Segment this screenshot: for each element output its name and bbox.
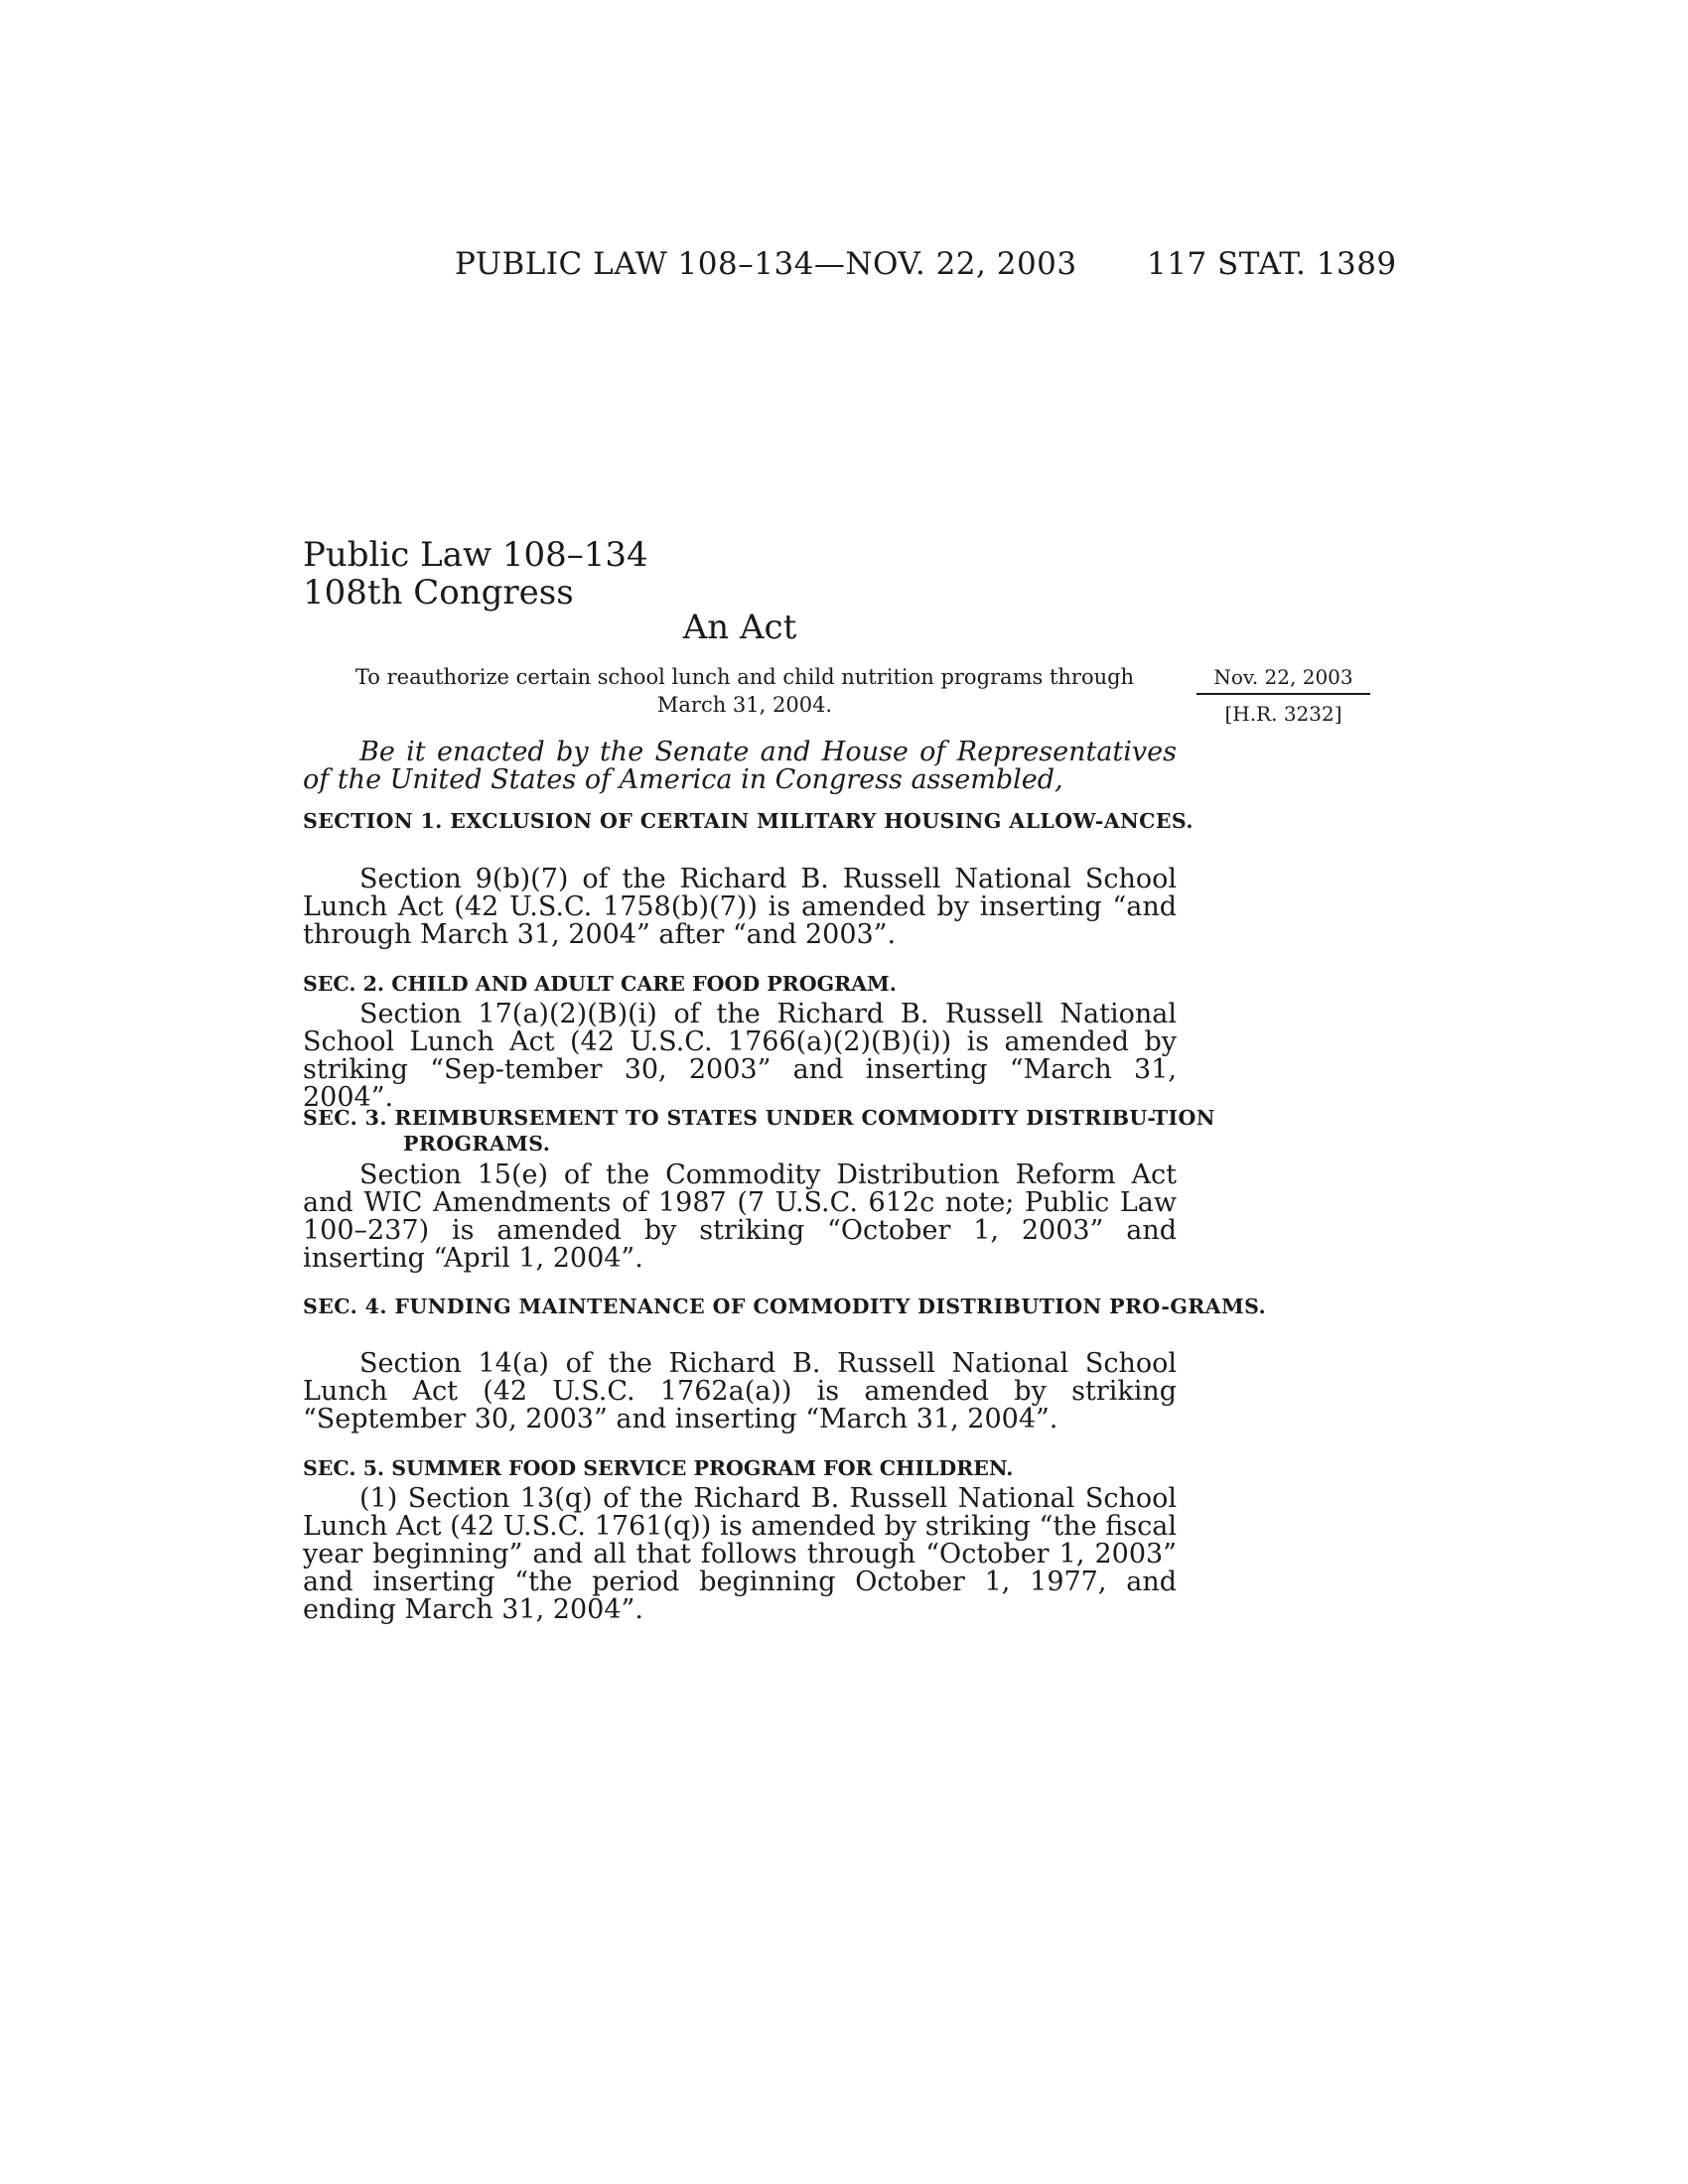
- section-4-heading: SEC. 4. FUNDING MAINTENANCE OF COMMODITY DISTRIBUTION PRO-GRAMS.: [303, 1295, 1267, 1318]
- enactment-date: Nov. 22, 2003: [1196, 663, 1370, 695]
- running-head-left: PUBLIC LAW 108–134—NOV. 22, 2003: [455, 246, 1077, 282]
- margin-note: [1196, 663, 1370, 729]
- bill-number: [H.R. 3232]: [1224, 702, 1342, 726]
- enacting-clause: Be it enacted by the Senate and House of Representatives of the United States of America in Congress assembled,: [303, 737, 1177, 795]
- running-head-right: 117 STAT. 1389: [1147, 246, 1397, 282]
- section-5-text: (1) Section 13(q) of the Richard B. Russell National School Lunch Act (42 U.S.C. 1761(q)) is amended by striking “the fiscal year beginning” and all that follows through “October 1, 2003” and inserting “the period beginning October 1, 1977, and ending March 31, 2004”.: [303, 1483, 1177, 1625]
- section-3-heading: SEC. 3. REIMBURSEMENT TO STATES UNDER COMMODITY DISTRIBU-TION PROGRAMS.: [303, 1106, 1215, 1156]
- section-1-text: Section 9(b)(7) of the Richard B. Russell National School Lunch Act (42 U.S.C. 1758(b)(7)) is amended by inserting “and through March 31, 2004” after “and 2003”.: [303, 864, 1177, 950]
- section-1-heading: SECTION 1. EXCLUSION OF CERTAIN MILITARY HOUSING ALLOW-ANCES.: [303, 809, 1194, 833]
- section-3-text: Section 15(e) of the Commodity Distribution Reform Act and WIC Amendments of 1987 (7 U.S.C. 612c note; Public Law 100–237) is amended by striking “October 1, 2003” and inserting “April 1, 2004”.: [303, 1160, 1177, 1274]
- act-heading: An Act: [682, 608, 797, 647]
- law-number: Public Law 108–134: [303, 535, 648, 575]
- section-2-heading: SEC. 2. CHILD AND ADULT CARE FOOD PROGRAM.: [303, 972, 897, 996]
- congress-session: 108th Congress: [303, 573, 574, 613]
- section-4-text: Section 14(a) of the Richard B. Russell National School Lunch Act (42 U.S.C. 1762a(a)) is amended by striking “September 30, 2003” and inserting “March 31, 2004”.: [303, 1348, 1177, 1434]
- section-5-heading: SEC. 5. SUMMER FOOD SERVICE PROGRAM FOR CHILDREN.: [303, 1456, 1014, 1480]
- section-2-text: Section 17(a)(2)(B)(i) of the Richard B. Russell National School Lunch Act (42 U.S.C. 1766(a)(2)(B)(i)) is amended by striking “Sep-tember 30, 2003” and inserting “March 31, 2004”.: [303, 999, 1177, 1113]
- act-purpose: To reauthorize certain school lunch and child nutrition programs through March 31, 2004.: [354, 665, 1135, 717]
